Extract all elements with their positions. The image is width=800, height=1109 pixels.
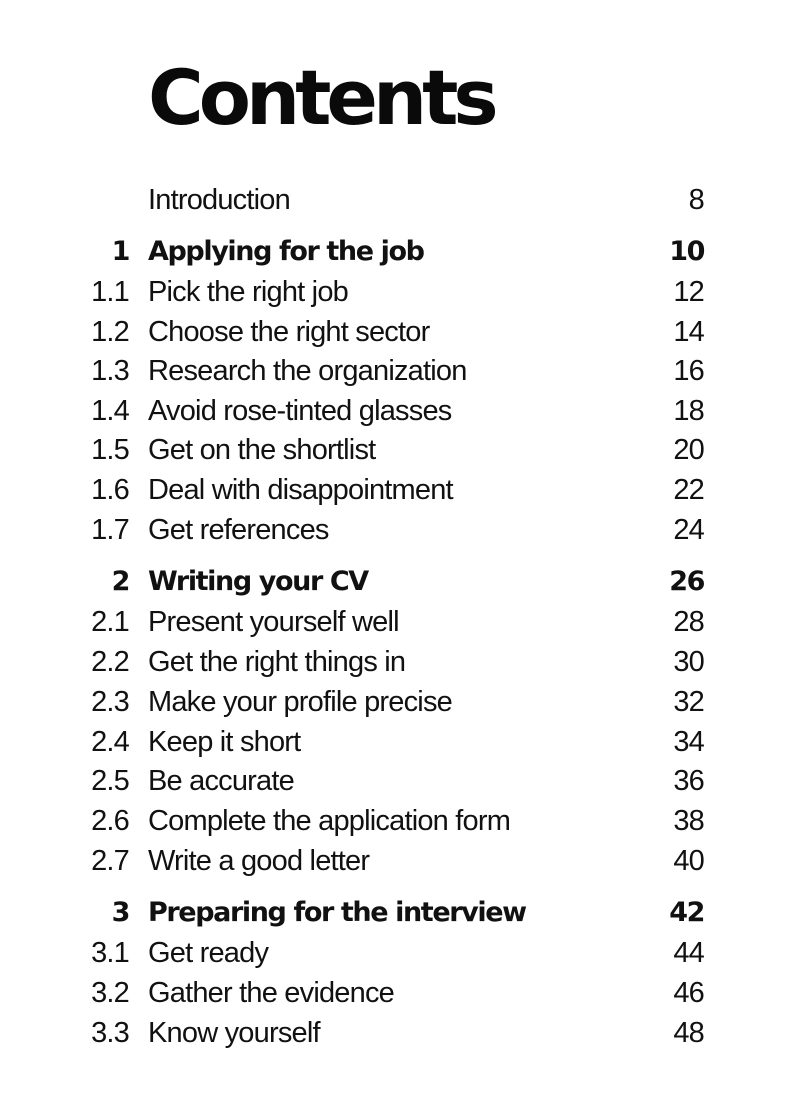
toc-entry-number: 3.3 [91,1017,129,1049]
toc-entry-number: 3.2 [91,977,129,1009]
toc-entry-number: 2.1 [91,606,129,638]
toc-entry-page: 40 [673,845,704,877]
toc-entry [0,642,800,682]
toc-chapter-2 [0,562,800,602]
toc-entry-label: Get ready [148,937,269,969]
toc-entry-page: 16 [673,355,704,387]
toc-entry-page: 12 [673,276,704,308]
toc-entry-number: 2.2 [91,646,129,678]
toc-entry-label: Deal with disappointment [148,474,453,506]
toc-entry-label: Know yourself [148,1017,320,1049]
toc-chapter-number: 1 [111,236,129,267]
toc-entry-label: Pick the right job [148,276,348,308]
toc-entry-label: Get on the shortlist [148,434,376,466]
toc-entry-page: 44 [673,937,704,969]
toc-entry-label: Research the organization [148,355,467,387]
toc-entry-label: Complete the application form [148,805,511,837]
toc-chapter-number: 3 [111,897,129,928]
toc-entry-label: Choose the right sector [148,316,430,348]
toc-entry-page: 22 [673,474,704,506]
toc-entry-number: 3.1 [91,937,129,969]
toc-entry-number: 1.7 [91,514,129,546]
toc-entry-page: 20 [673,434,704,466]
toc-entry [0,602,800,642]
toc-entry [0,682,800,722]
toc-entry-page: 46 [673,977,704,1009]
toc-entry-page: 38 [673,805,704,837]
toc-entry-label: Gather the evidence [148,977,394,1009]
toc-chapter-number: 2 [111,566,129,597]
toc-entry-number: 1.1 [91,276,129,308]
toc-entry-page: 32 [673,686,704,718]
toc-entry-number: 2.5 [91,765,129,797]
toc-entry-label: Introduction [148,184,290,216]
toc-entry-number: 2.6 [91,805,129,837]
toc-entry [0,933,800,973]
toc-entry-number: 1.2 [91,316,129,348]
toc-entry-label: Get references [148,514,329,546]
toc-entry [0,801,800,841]
toc-chapter-label: Writing your CV [148,566,368,597]
toc-entry-label: Be accurate [148,765,294,797]
toc-entry [0,391,800,431]
toc-entry-page: 34 [673,726,704,758]
toc-entry-introduction [0,180,800,220]
toc-entry-number: 1.5 [91,434,129,466]
toc-chapter-1 [0,232,800,272]
toc-entry-label: Present yourself well [148,606,399,638]
toc-entry-page: 14 [673,316,704,348]
toc-entry-page: 28 [673,606,704,638]
toc-chapter-page: 42 [669,897,704,928]
toc-entry-page: 24 [673,514,704,546]
toc-entry-page: 48 [673,1017,704,1049]
toc-entry-number: 2.4 [91,726,129,758]
toc-entry [0,510,800,550]
toc-entry-number: 2.3 [91,686,129,718]
toc-chapter-page: 26 [669,566,704,597]
toc-entry [0,272,800,312]
toc-entry [0,761,800,801]
toc-entry-label: Write a good letter [148,845,370,877]
toc-chapter-3 [0,893,800,933]
toc-entry-page: 30 [673,646,704,678]
toc-entry [0,312,800,352]
toc-entry-number: 1.3 [91,355,129,387]
toc-entry-label: Keep it short [148,726,301,758]
toc-chapter-label: Applying for the job [148,236,424,267]
toc-entry [0,841,800,881]
toc-entry-page: 36 [673,765,704,797]
toc-entry [0,1013,800,1053]
toc-entry [0,351,800,391]
toc-entry-label: Make your profile precise [148,686,452,718]
toc-entry [0,722,800,762]
toc-entry [0,470,800,510]
toc-chapter-page: 10 [669,236,704,267]
toc-entry-page: 18 [673,395,704,427]
toc-entry-page: 8 [688,184,704,216]
toc-entry-label: Get the right things in [148,646,406,678]
toc-entry-number: 1.6 [91,474,129,506]
toc-entry [0,973,800,1013]
toc-entry-label: Avoid rose-tinted glasses [148,395,452,427]
page-title: Contents [148,53,494,142]
toc-entry-number: 1.4 [91,395,129,427]
toc-chapter-label: Preparing for the interview [148,897,526,928]
toc-entry-number: 2.7 [91,845,129,877]
toc-entry [0,430,800,470]
